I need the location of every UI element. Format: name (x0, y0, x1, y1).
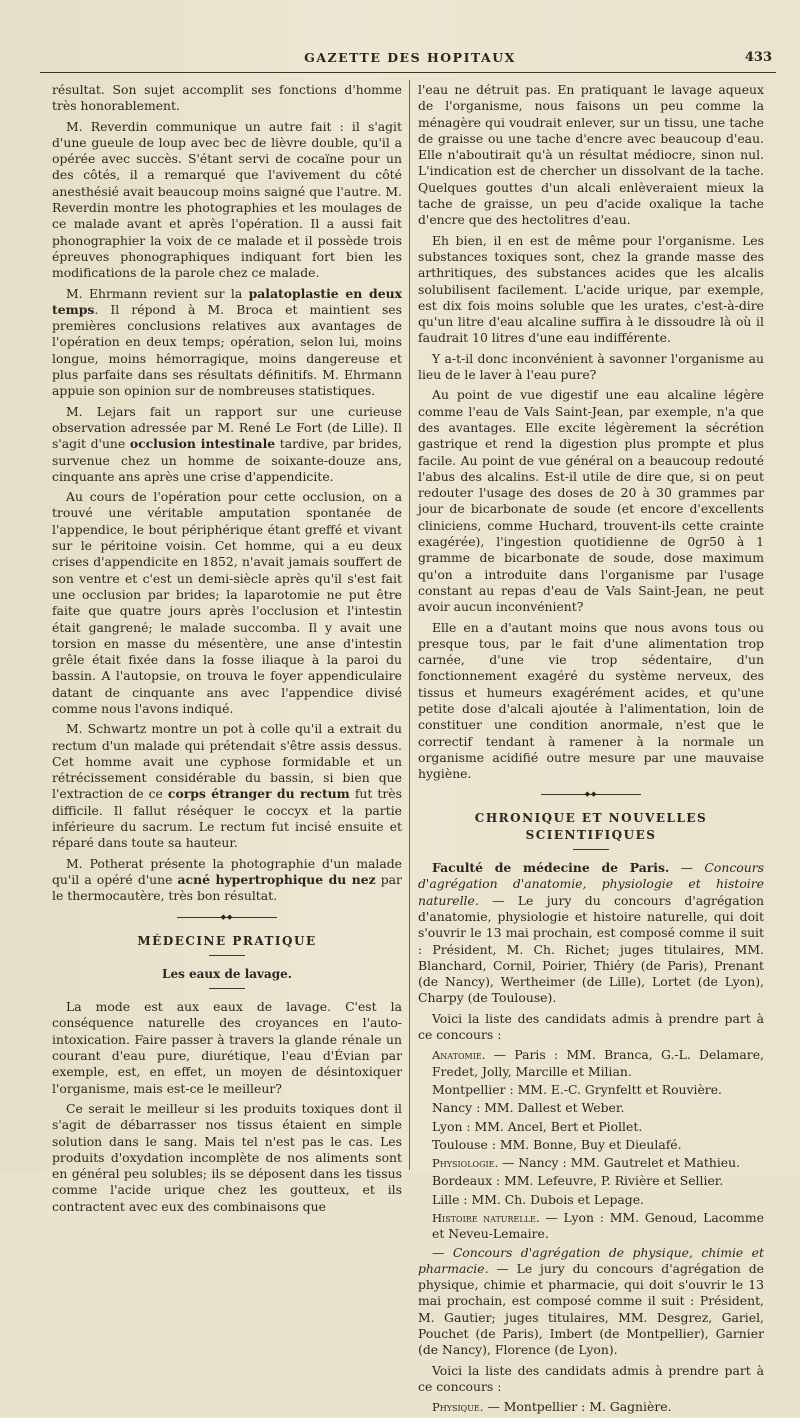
paragraph: M. Reverdin communique un autre fait : il s'agit d'une gueule de loup avec bec de lièvre double, qu'il a opérée avec succès. S'étant servi de cocaïne pour un des côtés, il a remarqué que l'avivement du côté anesthésié avait beaucoup moins saigné que l'autre. M. Reverdin montre les photographies et les moulages de ce malade avant et après l'opération. Il a aussi fait phonographier la voix de ce malade et il possède trois épreuves phonographiques indiquant fort bien les modifications de la parole chez ce malade. (52, 118, 402, 281)
paragraph: Ce serait le meilleur si les produits toxiques dont il s'agit de débarrasser nos tissus étaient en simple solution dans le sang. Mais tel n'est pas le cas. Les produits d'oxydation incomplète de nos aliments sont en général peu solubles; ils se déposent dans les tissus comme l'acide urique chez les goutteux, et ils contractent avec eux des combinaisons que (52, 1100, 402, 1214)
subsection-title: Les eaux de lavage. (162, 966, 292, 981)
page-number: 433 (744, 50, 772, 65)
list-item: Lyon : MM. Ancel, Bert et Piollet. (432, 1118, 643, 1134)
section-separator (177, 913, 277, 921)
short-rule (209, 988, 245, 989)
list-item: Physiologie. — Nancy : MM. Gautrelet et Mathieu. (432, 1155, 741, 1171)
list-item: Toulouse : MM. Bonne, Buy et Dieulafé. (432, 1136, 682, 1152)
candidate-list (418, 1399, 764, 1415)
paragraph: Faculté de médecine de Paris. — Concours d'agrégation d'anatomie, physiologie et histoire naturelle. — Le jury du concours d'agrégation d'anatomie, physiologie et histoire naturelle, qui doit s'ouvrir le 13 mai prochain, est composé comme il suit : Président, M. Ch. Richet; juges titulaires, MM. Blanchard, Cornil, Poirier, Thiéry (de Paris), Prenant (de Nancy), Wertheimer (de Lille), Lortet (de Lyon), Charpy (de Toulouse). (418, 860, 764, 1006)
paragraph: Eh bien, il en est de même pour l'organisme. Les substances toxiques sont, chez la grande masse des arthritiques, des substances acides que les alcalis solubilisent facilement. L'acide urique, par exemple, est dix fois moins soluble que les urates, c'est-à-dire qu'un litre d'eau alcaline suffira à le dissoudre là où il faudrait 10 litres d'une eau indifférente. (418, 232, 764, 346)
paragraph: Voici la liste des candidats admis à prendre part à ce concours : (418, 1362, 764, 1394)
running-title: GAZETTE DES HOPITAUX (304, 50, 516, 65)
paragraph: résultat. Son sujet accomplit ses fonctions d'homme très honorablement. (52, 82, 402, 114)
section-title: CHRONIQUE ET NOUVELLES SCIENTIFIQUES (474, 811, 708, 842)
short-rule (209, 955, 245, 956)
list-item: Montpellier : MM. E.-C. Grynfeltt et Rouvière. (432, 1081, 722, 1097)
list-item: Lille : MM. Ch. Dubois et Lepage. (432, 1191, 644, 1207)
left-column (52, 82, 402, 1219)
paragraph: M. Schwartz montre un pot à colle qu'il a extrait du rectum d'un malade qui prétendait s'être assis dessus. Cet homme avait une cyphose formidable et un rétrécissement considérable du bassin, si bien que l'extraction de ce corps étranger du rectum fut très difficile. Il fallut réséquer le coccyx et la partie inférieure du sacrum. Le rectum fut incisé ensuite et réparé dans toute sa hauteur. (52, 721, 402, 851)
column-divider (409, 80, 410, 1170)
list-item: Histoire naturelle. — Lyon : MM. Genoud, Lacomme et Neveu-Lemaire. (432, 1210, 764, 1242)
candidate-list (418, 1047, 764, 1242)
list-item: Bordeaux : MM. Lefeuvre, P. Rivière et Sellier. (432, 1173, 724, 1189)
section-separator (541, 790, 641, 798)
paragraph: Y a-t-il donc inconvénient à savonner l'organisme au lieu de le laver à l'eau pure? (418, 350, 764, 383)
paragraph: — Concours d'agrégation de physique, chimie et pharmacie. — Le jury du concours d'agrégation de physique, chimie et pharmacie, qui doit s'ouvrir le 13 mai prochain, est composé comme il suit : Président, M. Gautier; juges titulaires, MM. Desgrez, Gariel, Pouchet (de Paris), Imbert (de Montpellier), Garnier (de Nancy), Florence (de Lyon). (418, 1244, 764, 1358)
paragraph: l'eau ne détruit pas. En pratiquant le lavage aqueux de l'organisme, nous faisons un peu comme la ménagère qui voudrait enlever, sur un tissu, une tache de graisse ou une tache d'encre avec beaucoup d'eau. Elle n'aboutirait qu'à un résultat médiocre, sinon nul. L'indication est de chercher un dissolvant de la tache. Quelques gouttes d'un alcali enlèveraient mieux la tache de graisse, un peu d'acide oxalique la tache d'encre que des hectolitres d'eau. (418, 82, 764, 228)
list-item: Physique. — Montpellier : M. Gagnière. (432, 1399, 672, 1415)
page-header (40, 44, 780, 74)
paragraph: Au cours de l'opération pour cette occlusion, on a trouvé une véritable amputation spontanée de l'appendice, le bout périphérique étant greffé et vivant sur le péritoine voisin. Cet homme, qui a eu deux crises d'appendicite en 1852, n'avait jamais souffert de son ventre et c'est un demi-siècle après qu'il s'est fait une occlusion par brides; la laparotomie ne put être faite que quatre jours après l'occlusion et l'intestin était gangrené; le malade succomba. Il y avait une torsion en masse du mésentère, une anse d'intestin grêle était fixée dans la fosse iliaque à la paroi du bassin. A l'autopsie, on trouva le foyer appendiculaire datant de cinquante ans avec l'appendice divisé comme nous l'avons indiqué. (52, 489, 402, 716)
short-rule (573, 849, 609, 850)
paragraph: M. Potherat présente la photographie d'un malade qu'il a opéré d'une acné hypertrophique du nez par le thermocautère, très bon résultat. (52, 855, 402, 904)
paragraph: M. Ehrmann revient sur la palatoplastie en deux temps. Il répond à M. Broca et maintient ses premières conclusions relatives aux avantages de l'opération en deux temps; opération, selon lui, moins longue, moins hémorragique, moins dangereuse et plus parfaite dans ses résultats définitifs. M. Ehrmann appuie son opinion sur de nombreuses statistiques. (52, 285, 402, 399)
paragraph: M. Lejars fait un rapport sur une curieuse observation adressée par M. René Le Fort (de Lille). Il s'agit d'une occlusion intestinale tardive, par brides, survenue chez un homme de soixante-douze ans, cinquante ans après une crise d'appendicite. (52, 403, 402, 484)
list-item: Nancy : MM. Dallest et Weber. (432, 1100, 625, 1116)
paragraph: La mode est aux eaux de lavage. C'est la conséquence naturelle des croyances en l'auto-intoxication. Faire passer à travers la glande rénale un courant d'eau pure, diurétique, l'eau d'Évian par exemple, est, en effet, un moyen de désintoxiquer l'organisme, mais est-ce le meilleur? (52, 999, 402, 1096)
header-rule (40, 72, 776, 73)
section-title: MÉDECINE PRATIQUE (137, 933, 317, 948)
list-item: Anatomie. — Paris : MM. Branca, G.-L. Delamare, Fredet, Jolly, Marcille et Milian. (432, 1047, 764, 1079)
paragraph: Elle en a d'autant moins que nous avons tous ou presque tous, par le fait d'une alimentation trop carnée, d'une vie trop sédentaire, d'un fonctionnement exagéré du système nerveux, des tissus et humeurs exagérément acides, et qu'une petite dose d'alcali ajoutée à l'alimentation, loin de constituer une condition anormale, n'est que le correctif tendant à ramener à la normale un organisme acidifié outre mesure par une mauvaise hygiène. (418, 619, 764, 782)
paragraph: Au point de vue digestif une eau alcaline légère comme l'eau de Vals Saint-Jean, par exemple, n'a que des avantages. Elle excite légèrement la sécrétion gastrique et rend la digestion plus prompte et plus facile. Au point de vue général on a beaucoup redouté l'abus des alcalins. Est-il utile de dire que, si on peut redouter l'usage des doses de 20 à 30 grammes par jour de bicarbonate de soude (et encore d'excellents cliniciens, comme Huchard, trouvent-ils cette crainte exagérée), l'ingestion quotidienne de 0gr50 à 1 gramme de bicarbonate de soude, dose maximum qu'on a introduite dans l'organisme par l'usage constant au repas d'eau de Vals Saint-Jean, ne peut avoir aucun inconvénient? (418, 387, 764, 615)
paragraph: Voici la liste des candidats admis à prendre part à ce concours : (418, 1010, 764, 1043)
right-column (418, 82, 764, 1418)
